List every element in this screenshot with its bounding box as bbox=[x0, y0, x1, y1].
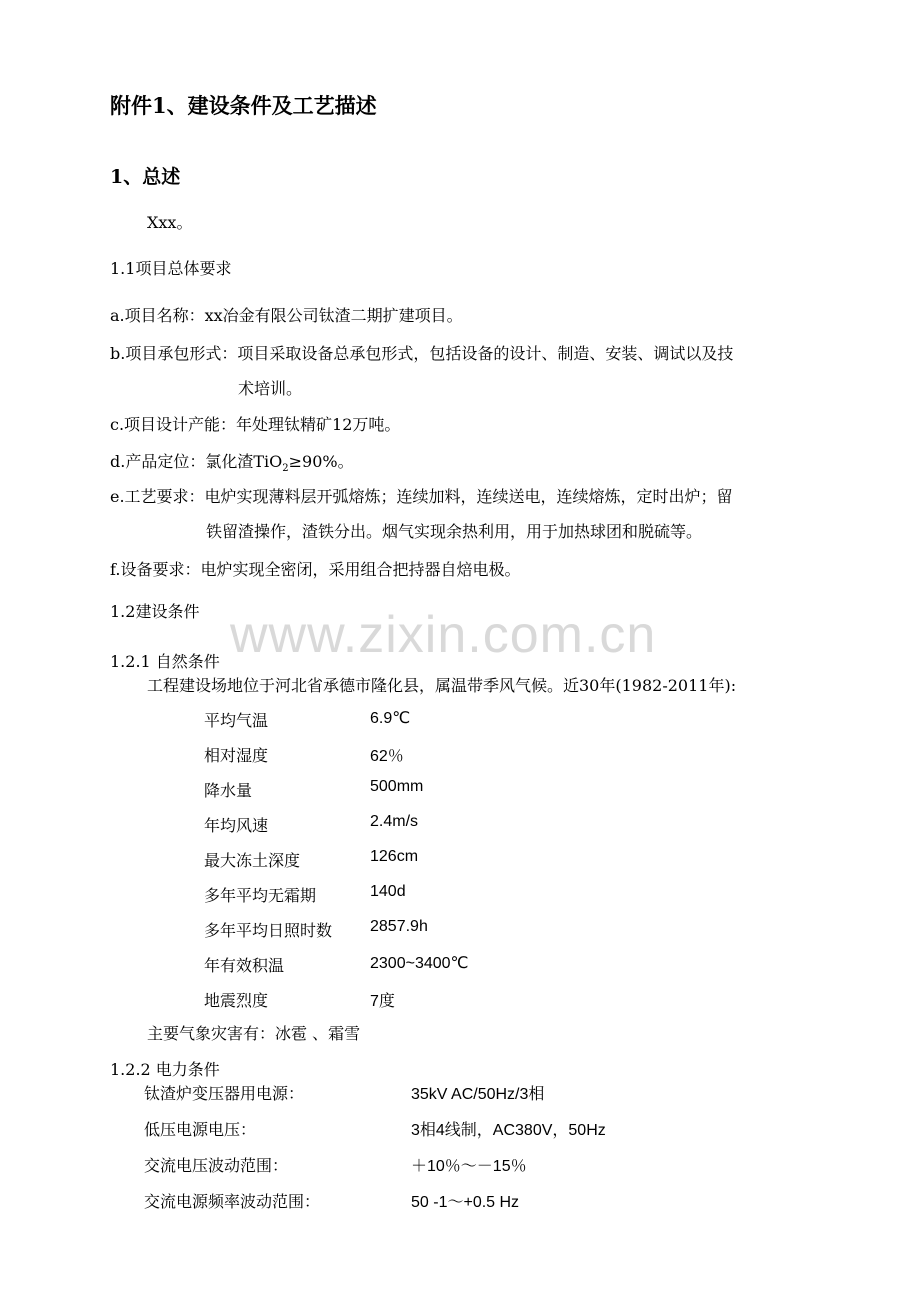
item-c: c.项目设计产能：年处理钛精矿12万吨。 bbox=[110, 415, 401, 434]
subsection-heading-1-2-2: 1.2.2 电力条件 bbox=[110, 1060, 220, 1079]
item-f: f.设备要求：电炉实现全密闭，采用组合把持器自焙电极。 bbox=[110, 560, 521, 579]
climate-value: 140d bbox=[370, 883, 406, 900]
climate-label: 降水量 bbox=[204, 781, 253, 800]
subsection-heading-1-2-1: 1.2.1 自然条件 bbox=[110, 652, 220, 671]
subsection-heading-1-2: 1.2建设条件 bbox=[110, 602, 200, 621]
climate-value: 6.9℃ bbox=[370, 710, 411, 727]
climate-value: 7度 bbox=[370, 993, 395, 1010]
power-label: 钛渣炉变压器用电源： bbox=[144, 1084, 305, 1103]
climate-value: 2.4m/s bbox=[370, 813, 419, 830]
power-label: 低压电源电压： bbox=[144, 1120, 257, 1139]
power-value: 50 -1～+0.5 Hz bbox=[411, 1194, 520, 1211]
climate-value: 2857.9h bbox=[370, 918, 428, 935]
power-value: 3相4线制，AC380V，50Hz bbox=[411, 1122, 606, 1139]
climate-label: 最大冻土深度 bbox=[204, 851, 301, 870]
document-title: 附件1、建设条件及工艺描述 bbox=[110, 93, 377, 118]
watermark: www.zixin.com.cn bbox=[230, 606, 657, 664]
subsection-heading-1-1: 1.1项目总体要求 bbox=[110, 259, 232, 278]
climate-label: 年均风速 bbox=[204, 816, 269, 835]
item-b-line1: b.项目承包形式：项目采取设备总承包形式，包括设备的设计、制造、安装、调试以及技 bbox=[110, 344, 734, 363]
item-e-line2: 铁留渣操作，渣铁分出。烟气实现余热利用，用于加热球团和脱硫等。 bbox=[206, 522, 703, 541]
climate-label: 多年平均无霜期 bbox=[204, 886, 317, 905]
climate-label: 平均气温 bbox=[204, 711, 269, 730]
power-value: ＋10％～－15％ bbox=[411, 1158, 527, 1175]
climate-label: 地震烈度 bbox=[204, 991, 269, 1010]
section-heading-overview: 1、总述 bbox=[110, 166, 181, 188]
item-a: a.项目名称：xx冶金有限公司钛渣二期扩建项目。 bbox=[110, 306, 463, 325]
climate-label: 年有效积温 bbox=[204, 956, 285, 975]
climate-value: 126cm bbox=[370, 848, 419, 865]
item-b-line2: 术培训。 bbox=[238, 379, 303, 398]
weather-disasters: 主要气象灾害有：冰雹 、霜雪 bbox=[147, 1024, 361, 1043]
climate-intro: 工程建设场地位于河北省承德市隆化县，属温带季风气候。近30年(1982-2011年): bbox=[147, 676, 737, 695]
item-d-subscript: 2 bbox=[282, 463, 289, 475]
climate-value: 62％ bbox=[370, 748, 404, 765]
intro-text: Xxx。 bbox=[147, 213, 193, 232]
item-e-line1: e.工艺要求：电炉实现薄料层开弧熔炼；连续加料，连续送电，连续熔炼，定时出炉；留 bbox=[110, 487, 733, 506]
climate-label: 多年平均日照时数 bbox=[204, 921, 333, 940]
power-value: 35kV AC/50Hz/3相 bbox=[411, 1086, 545, 1103]
item-d-text: d.产品定位：氯化渣TiO bbox=[110, 452, 283, 471]
climate-label: 相对湿度 bbox=[204, 746, 269, 765]
power-label: 交流电压波动范围： bbox=[144, 1156, 289, 1175]
item-d-suffix: ≥90%。 bbox=[288, 452, 354, 471]
climate-value: 500mm bbox=[370, 778, 424, 795]
power-label: 交流电源频率波动范围： bbox=[144, 1192, 321, 1211]
climate-value: 2300~3400℃ bbox=[370, 955, 469, 972]
item-d bbox=[110, 449, 354, 474]
